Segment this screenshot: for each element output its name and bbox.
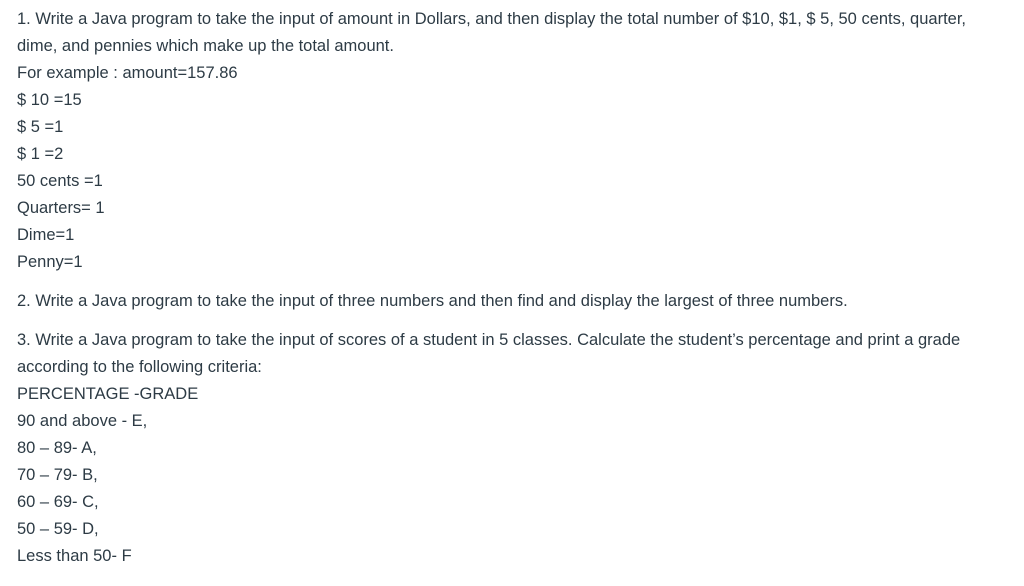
question-1-text: 1. Write a Java program to take the input of amount in Dollars, and then display the total number of $10, $1, $ 5, 50 cents, quarter, dime, and pennies which make up the total amount. [17,10,966,55]
question-1-line: $ 1 =2 [17,145,64,163]
grade-criterion: 70 – 79- B, [17,466,98,484]
question-1-line: Dime=1 [17,226,75,244]
grade-criterion: 50 – 59- D, [17,520,99,538]
question-1-line: $ 10 =15 [17,91,82,109]
grade-criterion: Less than 50- F [17,547,132,565]
question-1-line: Quarters= 1 [17,199,105,217]
question-3-text: 3. Write a Java program to take the input of scores of a student in 5 classes. Calculate the student’s percentage and print a grade according to the following criteria: [17,331,961,376]
document-body [17,6,1007,570]
question-1-line: Penny=1 [17,253,83,271]
grade-criterion: 80 – 89- A, [17,439,97,457]
question-1-example: For example : amount=157.86 [17,64,238,82]
grade-criterion: 90 and above - E, [17,412,148,430]
grade-criterion: 60 – 69- C, [17,493,99,511]
grade-table-header: PERCENTAGE -GRADE [17,385,199,403]
question-1-line: $ 5 =1 [17,118,64,136]
question-1-line: 50 cents =1 [17,172,103,190]
question-2-text: 2. Write a Java program to take the input of three numbers and then find and display the largest of three numbers. [17,292,848,310]
